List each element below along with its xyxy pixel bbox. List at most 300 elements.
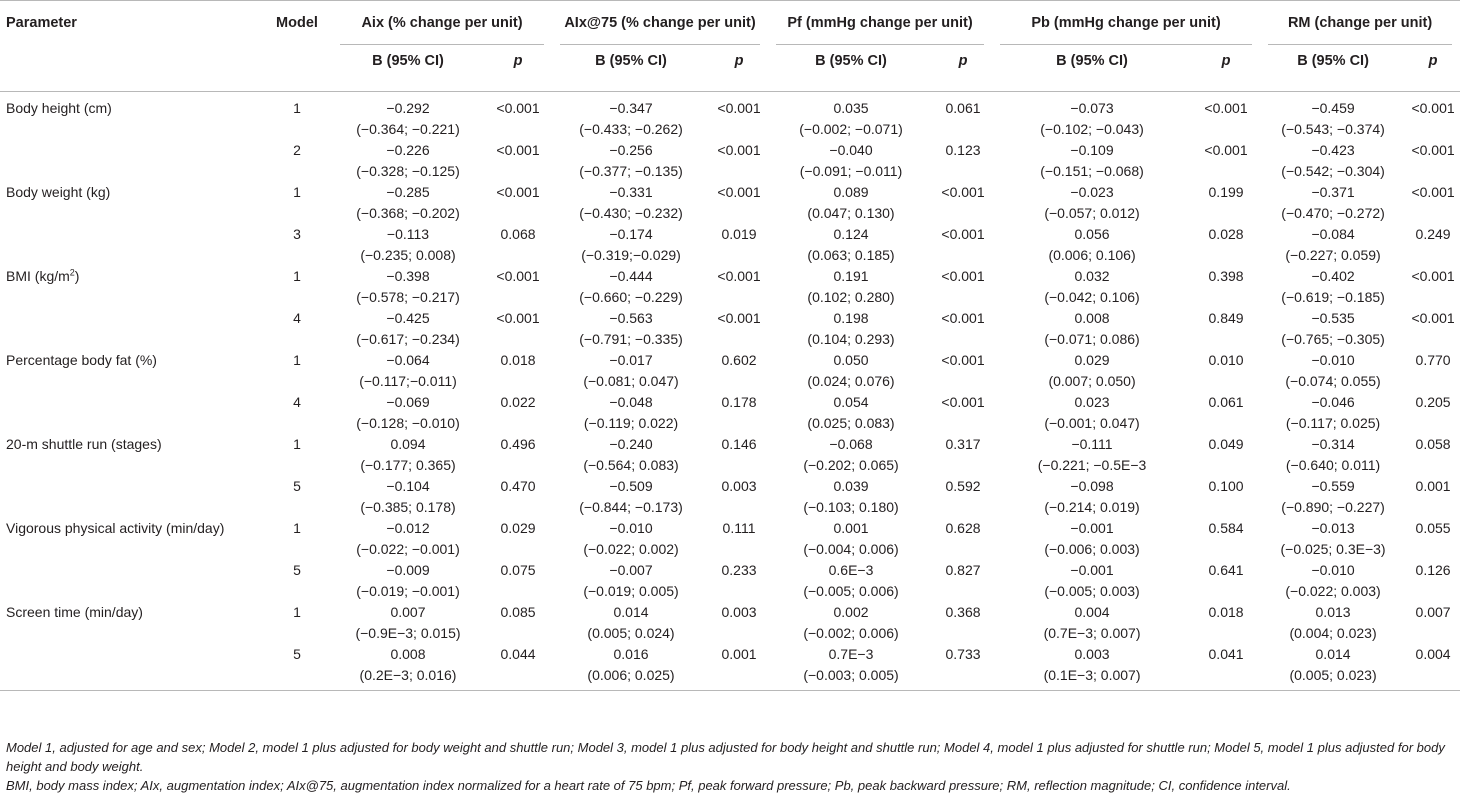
confidence-interval: (−0.617; −0.234) — [356, 330, 460, 347]
cell-estimate-ci — [552, 518, 710, 560]
confidence-interval: (−0.328; −0.125) — [356, 162, 460, 179]
table-row — [0, 560, 1460, 602]
cell-estimate-ci — [1260, 350, 1406, 392]
estimate-value: −0.314 — [1311, 435, 1355, 452]
confidence-interval: (−0.019; 0.005) — [583, 582, 679, 599]
cell-p-value: <0.001 — [941, 309, 985, 326]
cell-p-value: 0.628 — [945, 519, 981, 536]
cell-p-value: 0.001 — [1415, 477, 1451, 494]
cell-p-value: 0.085 — [500, 603, 536, 620]
cell-p-value: 0.584 — [1208, 519, 1244, 536]
footnote-models: Model 1, adjusted for age and sex; Model 2, model 1 plus adjusted for body weight and shuttle run; Model 3, model 1 plus adjusted for body height and shuttle run; Model 4, model 1 plus adjusted for shuttle run; Model 5, model 1 plus adjusted for body height and body weight. — [6, 740, 1445, 774]
confidence-interval: (−0.542; −0.304) — [1281, 162, 1385, 179]
row-model: 4 — [293, 393, 301, 410]
estimate-value: 0.050 — [833, 351, 869, 368]
estimate-value: 0.016 — [613, 645, 649, 662]
header-b: B (95% CI) — [372, 52, 444, 69]
header-p: p — [1428, 52, 1438, 69]
table-row — [0, 140, 1460, 182]
row-model: 5 — [293, 477, 301, 494]
estimate-value: −0.226 — [386, 141, 430, 158]
estimate-value: 0.056 — [1074, 225, 1110, 242]
cell-estimate-ci — [992, 644, 1192, 691]
cell-estimate-ci — [552, 392, 710, 434]
confidence-interval: (−0.214; 0.019) — [1044, 498, 1140, 515]
estimate-value: 0.035 — [833, 99, 869, 116]
estimate-value: 0.008 — [390, 645, 426, 662]
table-row — [0, 392, 1460, 434]
estimate-value: 0.023 — [1074, 393, 1110, 410]
confidence-interval: (0.007; 0.050) — [1048, 372, 1136, 389]
confidence-interval: (−0.081; 0.047) — [583, 372, 679, 389]
cell-p-value: <0.001 — [717, 141, 761, 158]
cell-p-value: 0.018 — [1208, 603, 1244, 620]
cell-estimate-ci — [992, 434, 1192, 476]
cell-p-value: 0.003 — [721, 477, 757, 494]
table-footnotes — [6, 738, 1456, 795]
cell-estimate-ci — [332, 266, 484, 308]
cell-estimate-ci — [768, 476, 934, 518]
cell-estimate-ci — [1260, 91, 1406, 140]
cell-estimate-ci — [332, 518, 484, 560]
cell-p-value: 0.010 — [1208, 351, 1244, 368]
estimate-value: 0.054 — [833, 393, 869, 410]
header-parameter: Parameter — [6, 15, 77, 31]
estimate-value: −0.371 — [1311, 183, 1355, 200]
cell-estimate-ci — [1260, 308, 1406, 350]
confidence-interval: (0.104; 0.293) — [807, 330, 895, 347]
cell-p-value: 0.178 — [721, 393, 757, 410]
confidence-interval: (−0.765; −0.305) — [1281, 330, 1385, 347]
table-row — [0, 602, 1460, 644]
cell-p-value: 0.075 — [500, 561, 536, 578]
estimate-value: −0.240 — [609, 435, 653, 452]
row-parameter: Body weight (kg) — [6, 183, 111, 200]
estimate-value: −0.048 — [609, 393, 653, 410]
cell-p-value: <0.001 — [1411, 267, 1455, 284]
estimate-value: 0.6E−3 — [828, 561, 874, 578]
cell-estimate-ci — [992, 602, 1192, 644]
cell-estimate-ci — [552, 476, 710, 518]
confidence-interval: (−0.543; −0.374) — [1281, 120, 1385, 137]
confidence-interval: (−0.025; 0.3E−3) — [1280, 540, 1386, 557]
estimate-value: 0.013 — [1315, 603, 1351, 620]
estimate-value: −0.023 — [1070, 183, 1114, 200]
cell-p-value: 0.019 — [721, 225, 757, 242]
cell-estimate-ci — [332, 308, 484, 350]
estimate-value: −0.098 — [1070, 477, 1114, 494]
cell-estimate-ci — [332, 182, 484, 224]
row-model: 5 — [262, 644, 332, 691]
cell-p-value: 0.368 — [945, 603, 981, 620]
confidence-interval: (−0.564; 0.083) — [583, 456, 679, 473]
estimate-value: −0.256 — [609, 141, 653, 158]
confidence-interval: (−0.001; 0.047) — [1044, 414, 1140, 431]
cell-p-value: 0.602 — [721, 351, 757, 368]
estimate-value: −0.423 — [1311, 141, 1355, 158]
estimate-value: 0.124 — [833, 225, 869, 242]
table-row — [0, 308, 1460, 350]
estimate-value: −0.069 — [386, 393, 430, 410]
cell-p-value: 0.770 — [1415, 351, 1451, 368]
estimate-value: 0.029 — [1074, 351, 1110, 368]
cell-p-value: 0.100 — [1208, 477, 1244, 494]
cell-p-value: 0.398 — [1208, 267, 1244, 284]
estimate-value: −0.001 — [1070, 519, 1114, 536]
table-row — [0, 182, 1460, 224]
confidence-interval: (−0.004; 0.006) — [803, 540, 899, 557]
header-b: B (95% CI) — [595, 52, 667, 69]
cell-p-value: 0.061 — [1208, 393, 1244, 410]
row-parameter: BMI $(kg/m^2)$ — [6, 266, 80, 284]
estimate-value: −0.001 — [1070, 561, 1114, 578]
cell-estimate-ci — [992, 224, 1192, 266]
estimate-value: −0.331 — [609, 183, 653, 200]
cell-estimate-ci — [768, 518, 934, 560]
cell-p-value: 0.496 — [500, 435, 536, 452]
cell-p-value: <0.001 — [717, 99, 761, 116]
cell-p-value: 0.199 — [1208, 183, 1244, 200]
cell-estimate-ci — [1260, 434, 1406, 476]
confidence-interval: (−0.103; 0.180) — [803, 498, 899, 515]
cell-estimate-ci — [992, 518, 1192, 560]
cell-estimate-ci — [552, 224, 710, 266]
header-p: p — [734, 52, 744, 69]
header-b: B (95% CI) — [1297, 52, 1369, 69]
cell-p-value: 0.004 — [1406, 644, 1460, 691]
table-row — [0, 434, 1460, 476]
estimate-value: −0.064 — [386, 351, 430, 368]
cell-estimate-ci — [552, 266, 710, 308]
confidence-interval: (0.047; 0.130) — [807, 204, 895, 221]
cell-p-value: 0.641 — [1208, 561, 1244, 578]
header-group-rm: RM (change per unit) — [1260, 1, 1460, 45]
cell-estimate-ci — [768, 91, 934, 140]
row-parameter — [0, 392, 262, 434]
confidence-interval: (0.102; 0.280) — [807, 288, 895, 305]
header-group-aix75: AIx@75 (% change per unit) — [552, 1, 768, 45]
confidence-interval: (−0.319;−0.029) — [581, 246, 681, 263]
cell-estimate-ci — [1260, 182, 1406, 224]
header-p: p — [958, 52, 968, 69]
confidence-interval: (−0.177; 0.365) — [360, 456, 456, 473]
estimate-value: −0.174 — [609, 225, 653, 242]
header-p: p — [1221, 52, 1231, 69]
confidence-interval: (−0.022; −0.001) — [356, 540, 460, 557]
estimate-value: −0.084 — [1311, 225, 1355, 242]
cell-p-value: <0.001 — [1204, 141, 1248, 158]
header-model: Model — [276, 15, 318, 31]
confidence-interval: (−0.470; −0.272) — [1281, 204, 1385, 221]
estimate-value: −0.109 — [1070, 141, 1114, 158]
estimate-value: −0.073 — [1070, 99, 1114, 116]
confidence-interval: (−0.221; −0.5E−3 — [1037, 456, 1147, 473]
confidence-interval: (−0.202; 0.065) — [803, 456, 899, 473]
cell-p-value: 0.001 — [710, 644, 768, 691]
cell-p-value: 0.041 — [1192, 644, 1260, 691]
confidence-interval: (−0.117; 0.025) — [1285, 414, 1381, 431]
cell-estimate-ci — [332, 91, 484, 140]
cell-estimate-ci — [1260, 266, 1406, 308]
cell-estimate-ci — [332, 602, 484, 644]
cell-p-value: 0.007 — [1415, 603, 1451, 620]
cell-p-value: <0.001 — [717, 267, 761, 284]
row-model: 3 — [293, 225, 301, 242]
confidence-interval: (−0.006; 0.003) — [1044, 540, 1140, 557]
cell-estimate-ci — [992, 476, 1192, 518]
confidence-interval: (−0.102; −0.043) — [1040, 120, 1144, 137]
estimate-value: 0.032 — [1074, 267, 1110, 284]
estimate-value: −0.285 — [386, 183, 430, 200]
header-group-pb: Pb (mmHg change per unit) — [992, 1, 1260, 45]
cell-p-value: 0.126 — [1415, 561, 1451, 578]
confidence-interval: (0.063; 0.185) — [807, 246, 895, 263]
cell-p-value: 0.827 — [945, 561, 981, 578]
confidence-interval: (−0.002; 0.006) — [803, 624, 899, 641]
cell-estimate-ci — [332, 350, 484, 392]
estimate-value: −0.113 — [386, 225, 430, 242]
cell-estimate-ci — [332, 392, 484, 434]
confidence-interval: (−0.003; 0.005) — [803, 666, 899, 683]
header-group-aix: Aix (% change per unit) — [332, 1, 552, 45]
estimate-value: −0.292 — [386, 99, 430, 116]
cell-estimate-ci — [768, 182, 934, 224]
cell-p-value: 0.061 — [945, 99, 981, 116]
confidence-interval: (0.006; 0.025) — [587, 666, 675, 683]
cell-estimate-ci — [768, 224, 934, 266]
row-parameter: Body height (cm) — [6, 99, 112, 116]
confidence-interval: (0.7E−3; 0.007) — [1043, 624, 1141, 641]
estimate-value: 0.008 — [1074, 309, 1110, 326]
confidence-interval: (−0.844; −0.173) — [579, 498, 683, 515]
confidence-interval: (0.005; 0.024) — [587, 624, 675, 641]
cell-estimate-ci — [1260, 560, 1406, 602]
row-model: 1 — [293, 519, 301, 536]
header-b: B (95% CI) — [815, 52, 887, 69]
confidence-interval: (−0.9E−3; 0.015) — [355, 624, 461, 641]
cell-estimate-ci — [1260, 224, 1406, 266]
cell-estimate-ci — [332, 224, 484, 266]
cell-p-value: <0.001 — [941, 183, 985, 200]
estimate-value: −0.017 — [609, 351, 653, 368]
cell-estimate-ci — [992, 91, 1192, 140]
estimate-value: −0.398 — [386, 267, 430, 284]
row-parameter: Vigorous physical activity (min/day) — [6, 519, 225, 536]
footnote-abbreviations: BMI, body mass index; AIx, augmentation index; AIx@75, augmentation index normalized for a heart rate of 75 bpm; Pf, peak forward pressure; Pb, peak backward pressure; RM, reflection magnitude; CI, confidence interval. — [6, 778, 1291, 793]
estimate-value: −0.459 — [1311, 99, 1355, 116]
cell-p-value: 0.058 — [1415, 435, 1451, 452]
confidence-interval: (−0.430; −0.232) — [579, 204, 683, 221]
cell-p-value: <0.001 — [496, 183, 540, 200]
estimate-value: −0.347 — [609, 99, 653, 116]
confidence-interval: (0.2E−3; 0.016) — [359, 666, 457, 683]
cell-p-value: <0.001 — [941, 351, 985, 368]
cell-p-value: <0.001 — [717, 309, 761, 326]
row-parameter — [0, 476, 262, 518]
estimate-value: 0.094 — [390, 435, 426, 452]
estimate-value: 0.014 — [1315, 645, 1351, 662]
cell-p-value: <0.001 — [496, 99, 540, 116]
estimate-value: 0.002 — [833, 603, 869, 620]
cell-estimate-ci — [768, 308, 934, 350]
row-parameter: 20-m shuttle run (stages) — [6, 435, 162, 452]
estimate-value: −0.040 — [829, 141, 873, 158]
cell-p-value: <0.001 — [941, 267, 985, 284]
estimate-value: −0.010 — [609, 519, 653, 536]
confidence-interval: (−0.119; 0.022) — [583, 414, 679, 431]
confidence-interval: (−0.364; −0.221) — [356, 120, 460, 137]
row-parameter — [0, 140, 262, 182]
cell-p-value: <0.001 — [1411, 309, 1455, 326]
table-row — [0, 350, 1460, 392]
table-row — [0, 518, 1460, 560]
cell-p-value: 0.592 — [945, 477, 981, 494]
cell-estimate-ci — [768, 560, 934, 602]
cell-estimate-ci — [552, 140, 710, 182]
cell-estimate-ci — [768, 266, 934, 308]
header-group-pf: Pf (mmHg change per unit) — [768, 1, 992, 45]
cell-estimate-ci — [552, 308, 710, 350]
confidence-interval: (−0.019; −0.001) — [356, 582, 460, 599]
cell-estimate-ci — [552, 602, 710, 644]
estimate-value: 0.198 — [833, 309, 869, 326]
cell-estimate-ci — [768, 140, 934, 182]
estimate-value: −0.425 — [386, 309, 430, 326]
cell-estimate-ci — [1260, 602, 1406, 644]
cell-p-value: 0.068 — [500, 225, 536, 242]
estimate-value: −0.402 — [1311, 267, 1355, 284]
confidence-interval: (−0.022; 0.002) — [583, 540, 679, 557]
confidence-interval: (−0.002; −0.071) — [799, 120, 903, 137]
estimate-value: 0.003 — [1074, 645, 1110, 662]
cell-estimate-ci — [992, 308, 1192, 350]
cell-p-value: 0.055 — [1415, 519, 1451, 536]
confidence-interval: (−0.791; −0.335) — [579, 330, 683, 347]
row-model: 4 — [293, 309, 301, 326]
table-row — [0, 644, 1460, 691]
confidence-interval: (−0.385; 0.178) — [360, 498, 456, 515]
row-parameter — [0, 560, 262, 602]
estimate-value: 0.191 — [833, 267, 869, 284]
cell-p-value: 0.249 — [1415, 225, 1451, 242]
cell-p-value: 0.028 — [1208, 225, 1244, 242]
cell-p-value: <0.001 — [1411, 141, 1455, 158]
row-model: 5 — [293, 561, 301, 578]
table-row — [0, 224, 1460, 266]
estimate-value: −0.104 — [386, 477, 430, 494]
estimate-value: −0.007 — [609, 561, 653, 578]
estimate-value: −0.444 — [609, 267, 653, 284]
table-body — [0, 91, 1460, 690]
estimate-value: 0.014 — [613, 603, 649, 620]
confidence-interval: (−0.227; 0.059) — [1285, 246, 1381, 263]
header-b: B (95% CI) — [1056, 52, 1128, 69]
row-model: 1 — [293, 603, 301, 620]
confidence-interval: (−0.057; 0.012) — [1044, 204, 1140, 221]
estimate-value: −0.012 — [386, 519, 430, 536]
cell-estimate-ci — [332, 434, 484, 476]
cell-p-value: 0.470 — [500, 477, 536, 494]
cell-estimate-ci — [768, 434, 934, 476]
estimate-value: 0.089 — [833, 183, 869, 200]
cell-estimate-ci — [768, 350, 934, 392]
cell-estimate-ci — [992, 182, 1192, 224]
cell-estimate-ci — [552, 644, 710, 691]
cell-p-value: <0.001 — [941, 393, 985, 410]
cell-estimate-ci — [552, 350, 710, 392]
estimate-value: −0.013 — [1311, 519, 1355, 536]
cell-p-value: 0.849 — [1208, 309, 1244, 326]
table-row — [0, 266, 1460, 308]
confidence-interval: (−0.005; 0.006) — [803, 582, 899, 599]
cell-p-value: 0.123 — [945, 141, 981, 158]
confidence-interval: (0.024; 0.076) — [807, 372, 895, 389]
confidence-interval: (−0.005; 0.003) — [1044, 582, 1140, 599]
cell-estimate-ci — [992, 140, 1192, 182]
cell-p-value: <0.001 — [717, 183, 761, 200]
confidence-interval: (−0.433; −0.262) — [579, 120, 683, 137]
cell-estimate-ci — [552, 182, 710, 224]
header-row-groups — [0, 1, 1460, 45]
estimate-value: 0.004 — [1074, 603, 1110, 620]
header-row-sub — [0, 45, 1460, 79]
cell-estimate-ci — [992, 350, 1192, 392]
cell-estimate-ci — [332, 560, 484, 602]
row-model: 1 — [293, 351, 301, 368]
cell-estimate-ci — [1260, 644, 1406, 691]
row-model: 1 — [293, 99, 301, 116]
cell-p-value: <0.001 — [1411, 183, 1455, 200]
confidence-interval: (−0.619; −0.185) — [1281, 288, 1385, 305]
cell-p-value: <0.001 — [1411, 99, 1455, 116]
confidence-interval: (−0.151; −0.068) — [1040, 162, 1144, 179]
cell-p-value: 0.146 — [721, 435, 757, 452]
estimate-value: 0.039 — [833, 477, 869, 494]
estimate-value: −0.111 — [1071, 435, 1113, 452]
confidence-interval: (0.005; 0.023) — [1289, 666, 1377, 683]
row-model: 1 — [293, 183, 301, 200]
cell-estimate-ci — [1260, 140, 1406, 182]
row-parameter: Screen time (min/day) — [6, 603, 143, 620]
confidence-interval: (−0.890; −0.227) — [1281, 498, 1385, 515]
cell-p-value: 0.003 — [721, 603, 757, 620]
estimate-value: −0.563 — [609, 309, 653, 326]
confidence-interval: (−0.640; 0.011) — [1285, 456, 1381, 473]
cell-estimate-ci — [1260, 518, 1406, 560]
cell-p-value: 0.018 — [500, 351, 536, 368]
row-parameter — [0, 308, 262, 350]
estimate-value: 0.001 — [833, 519, 869, 536]
estimate-value: −0.010 — [1311, 561, 1355, 578]
estimate-value: −0.068 — [829, 435, 873, 452]
cell-estimate-ci — [992, 266, 1192, 308]
cell-p-value: 0.044 — [484, 644, 552, 691]
cell-estimate-ci — [552, 91, 710, 140]
cell-p-value: <0.001 — [1204, 99, 1248, 116]
cell-p-value: 0.111 — [722, 519, 756, 536]
row-model: 2 — [293, 141, 301, 158]
row-parameter: Percentage body fat (%) — [6, 351, 157, 368]
confidence-interval: (0.004; 0.023) — [1289, 624, 1377, 641]
cell-p-value: <0.001 — [496, 141, 540, 158]
cell-p-value: 0.317 — [945, 435, 981, 452]
cell-estimate-ci — [992, 392, 1192, 434]
estimate-value: −0.535 — [1311, 309, 1355, 326]
confidence-interval: (−0.128; −0.010) — [356, 414, 460, 431]
row-parameter — [0, 224, 262, 266]
row-parameter — [0, 644, 262, 691]
cell-p-value: <0.001 — [496, 267, 540, 284]
